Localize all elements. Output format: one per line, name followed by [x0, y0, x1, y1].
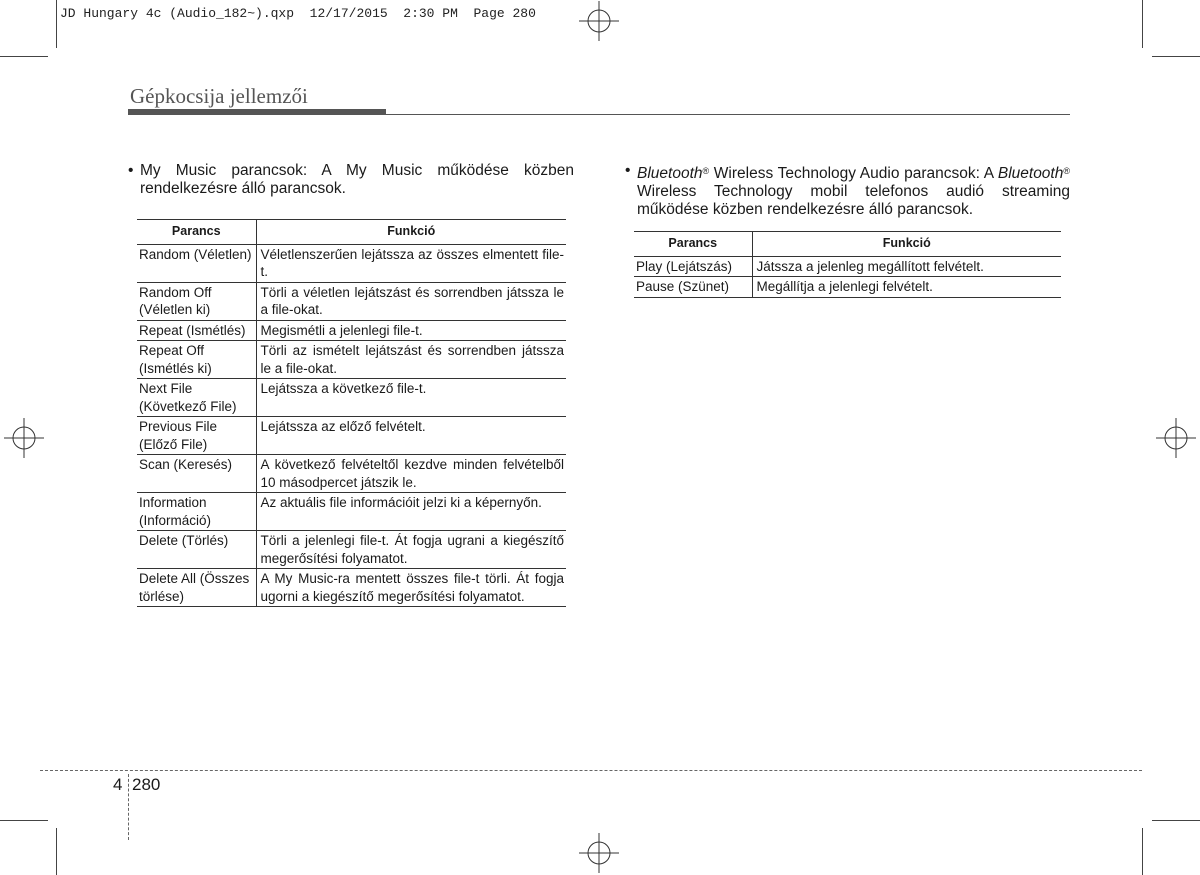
- command-cell: Repeat Off (Ismétlés ki): [137, 341, 256, 379]
- command-cell: Delete All (Összes törlése): [137, 569, 256, 607]
- table-row: [137, 244, 566, 282]
- bullet-icon: •: [128, 162, 134, 179]
- section-title: Gépkocsija jellemzői: [130, 84, 308, 108]
- table-header-row: [634, 232, 1061, 257]
- crop-mark: [56, 828, 57, 875]
- registered-mark: ®: [702, 166, 710, 176]
- print-header-file: JD Hungary 4c (Audio_182~).qxp: [60, 6, 295, 21]
- command-cell: Next File (Következő File): [137, 379, 256, 417]
- function-cell: Lejátssza az előző felvételt.: [256, 417, 566, 455]
- print-header-time: 2:30 PM: [403, 6, 458, 21]
- column-header-command: Parancs: [634, 232, 752, 257]
- print-header-date: 12/17/2015: [309, 6, 388, 21]
- my-music-command-table: [137, 219, 566, 607]
- table-row: [137, 569, 566, 607]
- column-header-command: Parancs: [137, 220, 256, 245]
- table-row: [137, 282, 566, 320]
- function-cell: A következő felvételtől kezdve minden felvételből 10 másodpercet játszik le.: [256, 455, 566, 493]
- table-row: [634, 256, 1061, 277]
- command-cell: Previous File (Előző File): [137, 417, 256, 455]
- bullet-icon: •: [625, 162, 631, 179]
- function-cell: Megismétli a jelenlegi file-t.: [256, 320, 566, 341]
- table-row: [137, 417, 566, 455]
- function-cell: Törli a véletlen lejátszást és sorrendben játssza le a file-okat.: [256, 282, 566, 320]
- function-cell: Törli a jelenlegi file-t. Át fogja ugrani a kiegészítő megerősítési folyamatot.: [256, 531, 566, 569]
- footer-divider: [40, 770, 1142, 771]
- table-row: [137, 379, 566, 417]
- my-music-intro: [128, 162, 574, 198]
- function-cell: Játssza a jelenleg megállított felvételt.: [752, 256, 1061, 277]
- crop-mark: [1142, 828, 1143, 875]
- bluetooth-command-table: [634, 231, 1061, 298]
- command-cell: Delete (Törlés): [137, 531, 256, 569]
- registration-mark-icon: [579, 1, 619, 41]
- title-underline-bar: [128, 109, 386, 115]
- function-cell: Megállítja a jelenlegi felvételt.: [752, 277, 1061, 298]
- crop-mark: [56, 0, 57, 48]
- table-row: [137, 320, 566, 341]
- my-music-intro-text: My Music parancsok: A My Music működése közben rendelkezésre álló parancsok.: [140, 162, 574, 197]
- registration-mark-icon: [1156, 418, 1196, 458]
- title-underline-rule: [386, 114, 1070, 115]
- command-cell: Pause (Szünet): [634, 277, 752, 298]
- column-header-function: Funkció: [256, 220, 566, 245]
- command-cell: Random Off (Véletlen ki): [137, 282, 256, 320]
- page-number: 280: [132, 775, 161, 794]
- footer-vertical-divider: [128, 774, 129, 840]
- command-cell: Scan (Keresés): [137, 455, 256, 493]
- table-row: [137, 341, 566, 379]
- table-row: [137, 531, 566, 569]
- registration-mark-icon: [4, 418, 44, 458]
- function-cell: A My Music-ra mentett összes file-t törli. Át fogja ugorni a kiegészítő megerősítési folyamatot.: [256, 569, 566, 607]
- command-cell: Repeat (Ismétlés): [137, 320, 256, 341]
- table-row: [137, 455, 566, 493]
- crop-mark: [1142, 0, 1143, 48]
- command-cell: Play (Lejátszás): [634, 256, 752, 277]
- function-cell: Törli az ismételt lejátszást és sorrendben játssza le a file-okat.: [256, 341, 566, 379]
- command-cell: Random (Véletlen): [137, 244, 256, 282]
- crop-mark: [0, 820, 48, 821]
- bluetooth-intro-text-2: Wireless Technology mobil telefonos audió streaming működése közben rendelkezésre álló parancsok.: [637, 183, 1070, 218]
- crop-mark: [1152, 56, 1200, 57]
- chapter-number: 4: [113, 775, 123, 794]
- bluetooth-intro: [625, 162, 1070, 219]
- table-header-row: [137, 220, 566, 245]
- function-cell: Az aktuális file információit jelzi ki a képernyőn.: [256, 493, 566, 531]
- registration-mark-icon: [579, 833, 619, 873]
- column-header-function: Funkció: [752, 232, 1061, 257]
- function-cell: Lejátssza a következő file-t.: [256, 379, 566, 417]
- bluetooth-brand: Bluetooth: [637, 165, 703, 182]
- bluetooth-brand: Bluetooth: [997, 165, 1064, 182]
- print-header: [60, 6, 536, 21]
- table-row: [137, 493, 566, 531]
- function-cell: Véletlenszerűen lejátssza az összes elmentett file-t.: [256, 244, 566, 282]
- table-row: [634, 277, 1061, 298]
- print-header-page: Page 280: [473, 6, 536, 21]
- bluetooth-intro-text-1: Wireless Technology Audio parancsok: A: [709, 165, 998, 182]
- registered-mark: ®: [1063, 166, 1070, 176]
- command-cell: Information (Információ): [137, 493, 256, 531]
- crop-mark: [0, 56, 48, 57]
- crop-mark: [1152, 820, 1200, 821]
